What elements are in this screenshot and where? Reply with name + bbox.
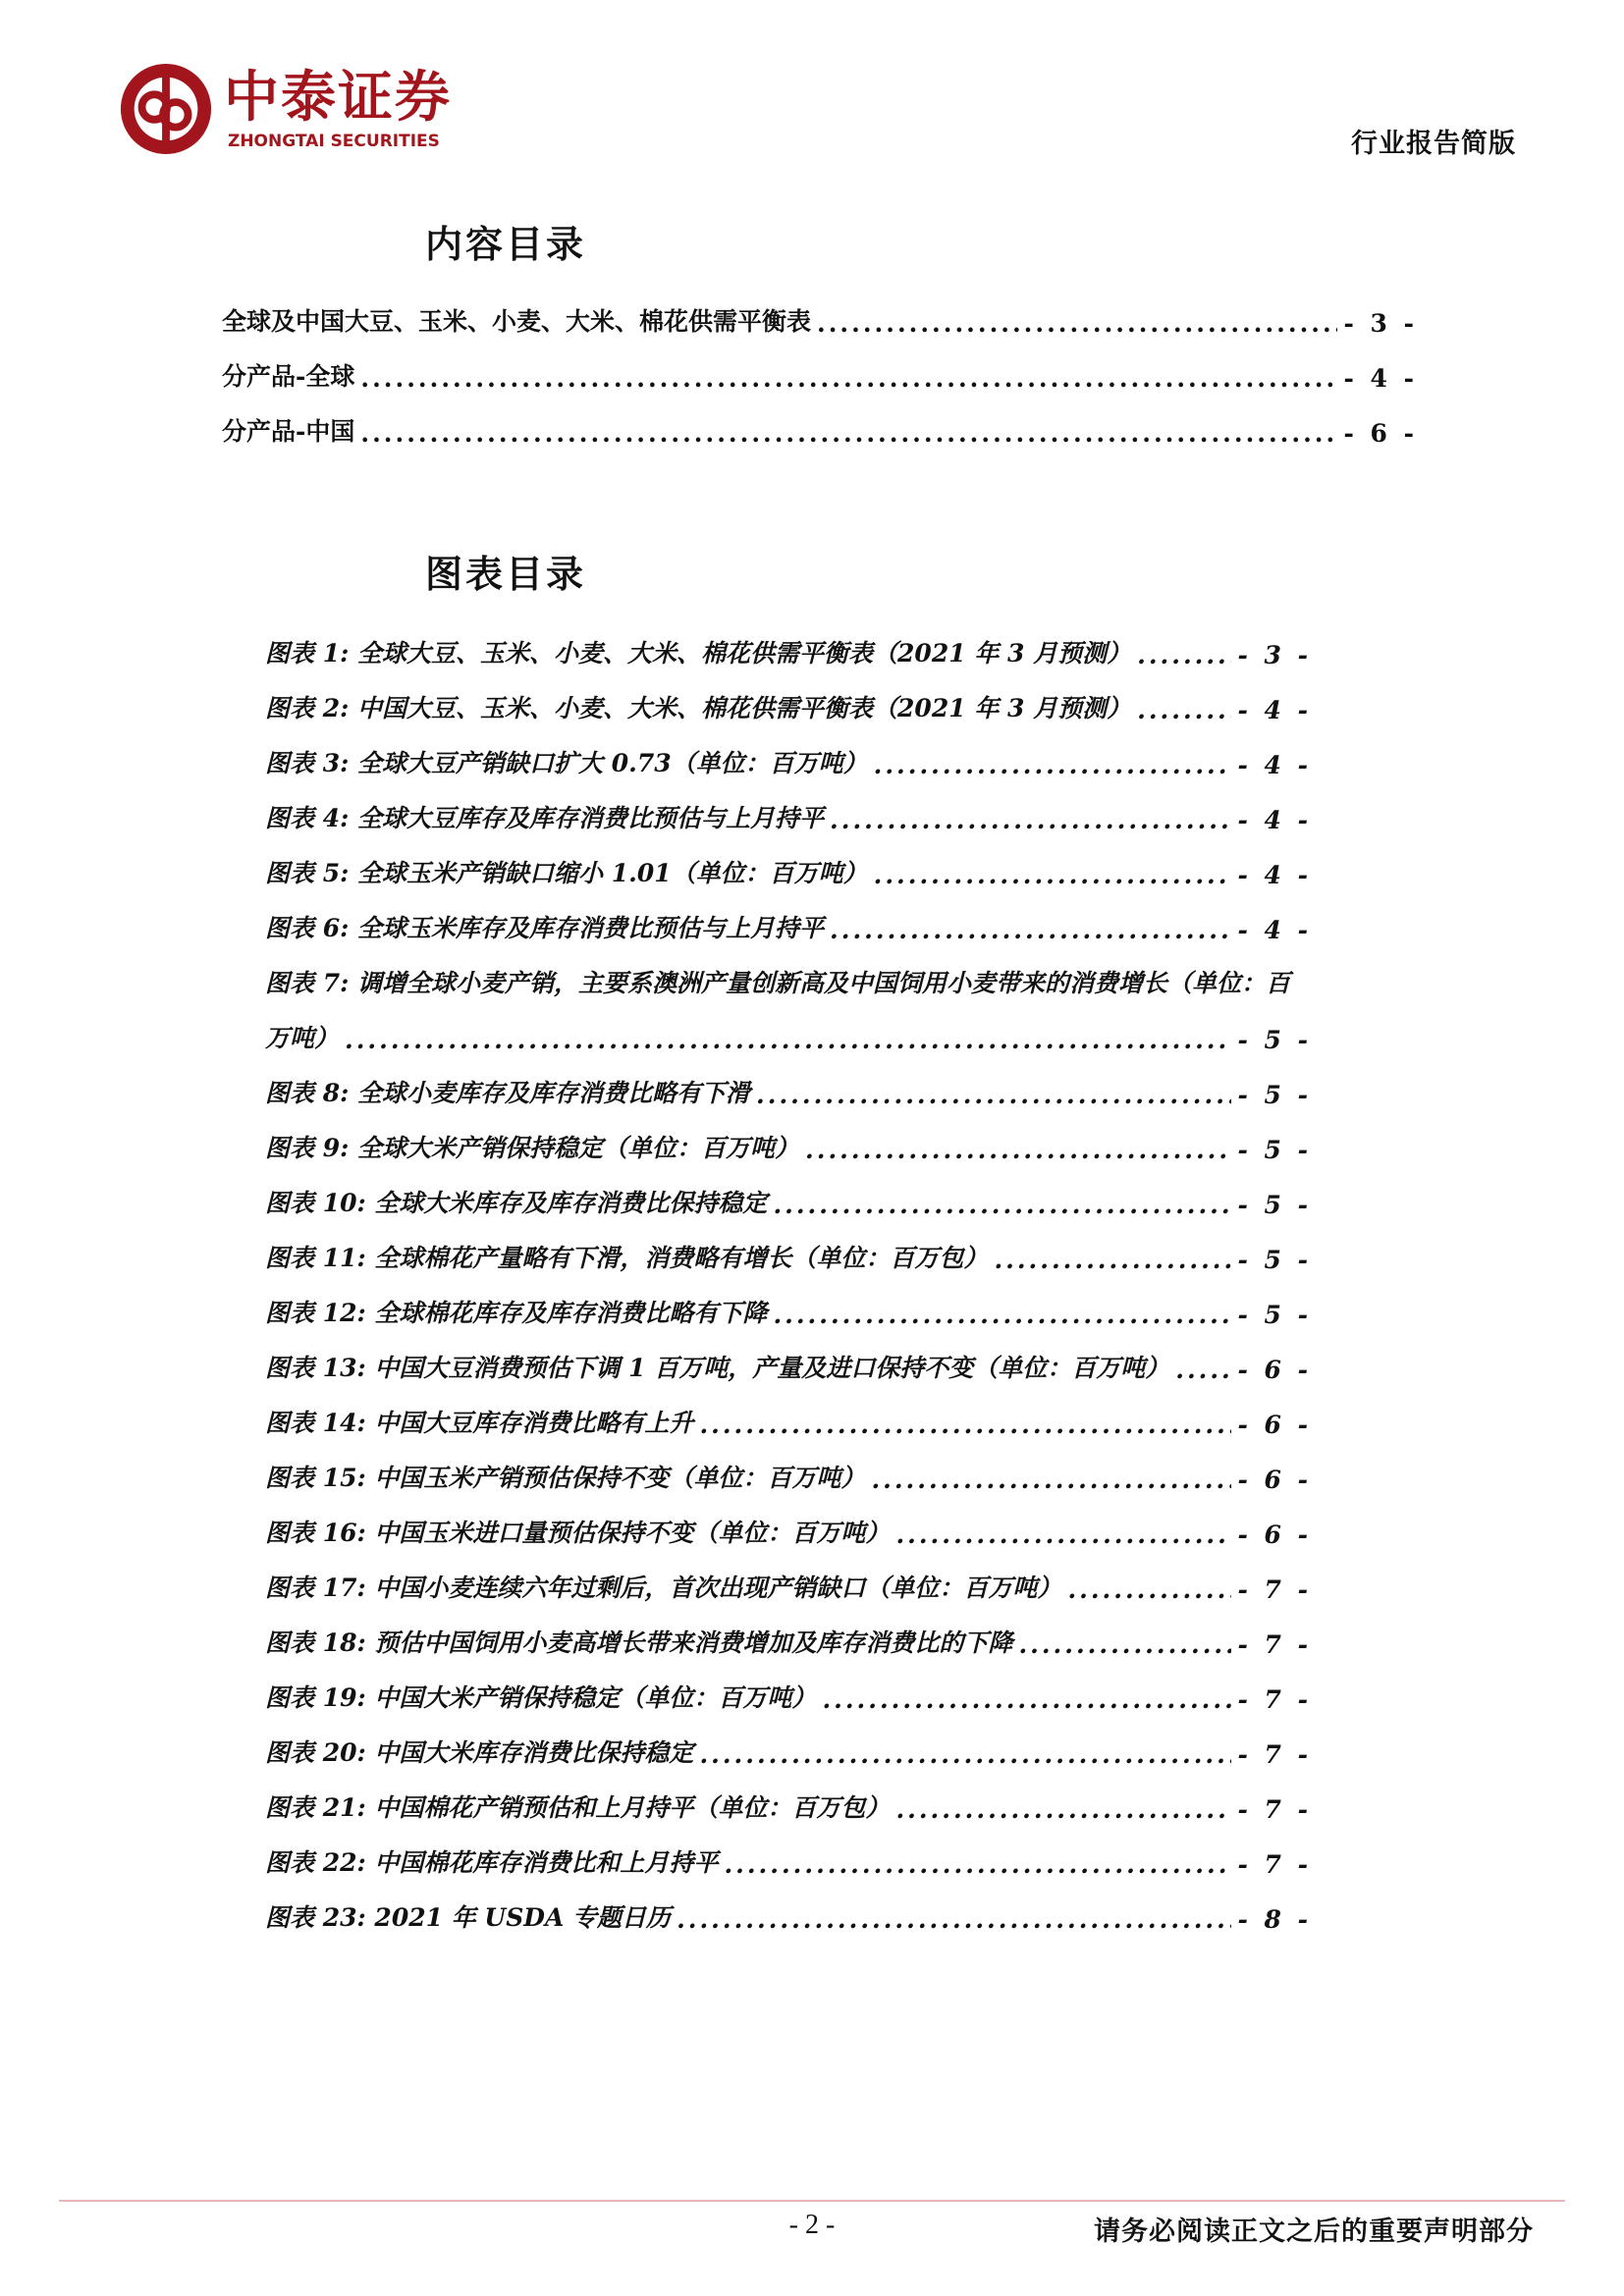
entry-label: 图表 16: 中国玉米进口量预估保持不变（单位：百万吨）: [265, 1519, 891, 1547]
dot-leader: [822, 1685, 1231, 1714]
entry-page-number: - 3 -: [1343, 309, 1418, 338]
figure-entry[interactable]: [265, 669, 1312, 724]
entry-label: 全球及中国大豆、玉米、小麦、大米、棉花供需平衡表: [222, 307, 812, 336]
entry-label: 图表 7: 调增全球小麦产销，主要系澳洲产量创新高及中国饲用小麦带来的消费增长（单位：百: [265, 969, 1291, 997]
entry-label: 图表 22: 中国棉花库存消费比和上月持平: [265, 1848, 719, 1877]
entry-page-number: - 5 -: [1237, 1026, 1312, 1054]
figure-entry[interactable]: [265, 1054, 1312, 1109]
toc-title: 内容目录: [425, 222, 587, 266]
brand-name-cn: 中泰证券: [224, 66, 452, 130]
entry-label: 分产品-全球: [222, 362, 355, 391]
figure-entry[interactable]: [265, 1219, 1312, 1274]
report-type: 行业报告简版: [1351, 129, 1516, 159]
dot-leader: [994, 1246, 1231, 1274]
dot-leader: [874, 751, 1232, 779]
toc-list: [222, 283, 1418, 448]
entry-label: 图表 6: 全球玉米库存及库存消费比预估与上月持平: [265, 914, 825, 942]
entry-label: 图表 14: 中国大豆库存消费比略有上升: [265, 1409, 694, 1437]
entry-page-number: - 4 -: [1343, 364, 1418, 393]
figure-entry[interactable]: [265, 1164, 1312, 1219]
figure-entry[interactable]: [265, 1549, 1312, 1604]
dot-leader: [756, 1081, 1231, 1109]
figure-entry[interactable]: [265, 1439, 1312, 1494]
figure-entry[interactable]: [265, 1494, 1312, 1549]
figure-entry[interactable]: [265, 1274, 1312, 1329]
entry-page-number: - 4 -: [1237, 751, 1312, 779]
entry-label: 图表 11: 全球棉花产量略有下滑，消费略有增长（单位：百万包）: [265, 1244, 989, 1272]
entry-label: 万吨）: [265, 1024, 340, 1052]
toc-entry[interactable]: [222, 393, 1418, 448]
entry-label: 图表 21: 中国棉花产销预估和上月持平（单位：百万包）: [265, 1793, 891, 1822]
dot-leader: [773, 1191, 1231, 1219]
entry-page-number: - 5 -: [1237, 1191, 1312, 1219]
figure-entry[interactable]: [265, 614, 1312, 669]
entry-page-number: - 3 -: [1237, 641, 1312, 669]
entry-label: 图表 18: 预估中国饲用小麦高增长带来消费增加及库存消费比的下降: [265, 1629, 1013, 1657]
dot-leader: [817, 309, 1337, 338]
figure-entry[interactable]: [265, 999, 1312, 1054]
dot-leader: [1175, 1356, 1231, 1384]
dot-leader: [830, 806, 1231, 834]
dot-leader: [1067, 1575, 1231, 1604]
entry-page-number: - 7 -: [1237, 1685, 1312, 1714]
entry-page-number: - 7 -: [1237, 1740, 1312, 1769]
figure-entry[interactable]: [265, 889, 1312, 944]
brand-name-en: ZHONGTAI SECURITIES: [228, 132, 440, 151]
figure-entry[interactable]: [265, 944, 1312, 999]
entry-label: 图表 23: 2021 年 USDA 专题日历: [265, 1903, 672, 1932]
entry-page-number: - 7 -: [1237, 1795, 1312, 1824]
dot-leader: [345, 1026, 1231, 1054]
footer-divider: [59, 2200, 1565, 2202]
dot-leader: [360, 364, 1337, 393]
entry-label: 图表 17: 中国小麦连续六年过剩后，首次出现产销缺口（单位：百万吨）: [265, 1574, 1062, 1602]
dot-leader: [360, 419, 1337, 448]
figure-entry[interactable]: [265, 1384, 1312, 1439]
entry-label: 图表 20: 中国大米库存消费比保持稳定: [265, 1738, 694, 1767]
dot-leader: [871, 1466, 1231, 1494]
entry-page-number: - 5 -: [1237, 1081, 1312, 1109]
entry-label: 图表 1: 全球大豆、玉米、小麦、大米、棉花供需平衡表（2021 年 3 月预测）: [265, 639, 1132, 667]
figures-title: 图表目录: [425, 552, 587, 596]
entry-label: 图表 13: 中国大豆消费预估下调 1 百万吨，产量及进口保持不变（单位：百万吨）: [265, 1354, 1170, 1382]
entry-page-number: - 4 -: [1237, 861, 1312, 889]
entry-label: 图表 15: 中国玉米产销预估保持不变（单位：百万吨）: [265, 1464, 866, 1492]
entry-page-number: - 4 -: [1237, 806, 1312, 834]
figure-entry[interactable]: [265, 724, 1312, 779]
figure-entry[interactable]: [265, 1659, 1312, 1714]
figure-entry[interactable]: [265, 1714, 1312, 1769]
dot-leader: [895, 1795, 1231, 1824]
entry-page-number: - 6 -: [1237, 1521, 1312, 1549]
entry-label: 图表 10: 全球大米库存及库存消费比保持稳定: [265, 1189, 768, 1217]
figure-entry[interactable]: [265, 1824, 1312, 1879]
dot-leader: [874, 861, 1232, 889]
toc-entry[interactable]: [222, 283, 1418, 338]
footer-page-number: - 2 -: [788, 2210, 836, 2240]
footer-disclaimer: 请务必阅读正文之后的重要声明部分: [1094, 2216, 1534, 2247]
dot-leader: [1137, 696, 1231, 724]
dot-leader: [1018, 1630, 1231, 1659]
figure-entry[interactable]: [265, 1879, 1312, 1934]
dot-leader: [773, 1301, 1231, 1329]
figure-entry[interactable]: [265, 1604, 1312, 1659]
figure-entry[interactable]: [265, 779, 1312, 834]
entry-label: 图表 4: 全球大豆库存及库存消费比预估与上月持平: [265, 804, 825, 832]
dot-leader: [830, 916, 1231, 944]
entry-page-number: - 4 -: [1237, 696, 1312, 724]
entry-page-number: - 5 -: [1237, 1246, 1312, 1274]
entry-page-number: - 6 -: [1237, 1411, 1312, 1439]
figure-entry[interactable]: [265, 1329, 1312, 1384]
dot-leader: [1137, 641, 1231, 669]
entry-page-number: - 6 -: [1237, 1466, 1312, 1494]
entry-page-number: - 5 -: [1237, 1136, 1312, 1164]
entry-page-number: - 7 -: [1237, 1850, 1312, 1879]
entry-label: 图表 19: 中国大米产销保持稳定（单位：百万吨）: [265, 1683, 817, 1712]
entry-label: 图表 3: 全球大豆产销缺口扩大 0.73（单位：百万吨）: [265, 749, 868, 777]
entry-page-number: - 8 -: [1237, 1905, 1312, 1934]
entry-label: 图表 12: 全球棉花库存及库存消费比略有下降: [265, 1299, 768, 1327]
dot-leader: [724, 1850, 1231, 1879]
figure-list: [265, 614, 1312, 1934]
entry-page-number: - 4 -: [1237, 916, 1312, 944]
figure-entry[interactable]: [265, 834, 1312, 889]
dot-leader: [895, 1521, 1231, 1549]
zhongtai-logo-icon: [118, 61, 214, 157]
dot-leader: [805, 1136, 1231, 1164]
entry-label: 图表 2: 中国大豆、玉米、小麦、大米、棉花供需平衡表（2021 年 3 月预测）: [265, 694, 1132, 722]
toc-entry[interactable]: [222, 338, 1418, 393]
entry-page-number: - 5 -: [1237, 1301, 1312, 1329]
entry-page-number: - 6 -: [1237, 1356, 1312, 1384]
dot-leader: [699, 1740, 1231, 1769]
figure-entry[interactable]: [265, 1109, 1312, 1164]
entry-page-number: - 7 -: [1237, 1575, 1312, 1604]
entry-page-number: - 6 -: [1343, 419, 1418, 448]
entry-label: 图表 8: 全球小麦库存及库存消费比略有下滑: [265, 1079, 751, 1107]
dot-leader: [677, 1905, 1231, 1934]
figure-entry[interactable]: [265, 1769, 1312, 1824]
entry-label: 图表 5: 全球玉米产销缺口缩小 1.01（单位：百万吨）: [265, 859, 868, 887]
entry-label: 图表 9: 全球大米产销保持稳定（单位：百万吨）: [265, 1134, 800, 1162]
entry-label: 分产品-中国: [222, 417, 355, 446]
dot-leader: [699, 1411, 1231, 1439]
entry-page-number: - 7 -: [1237, 1630, 1312, 1659]
